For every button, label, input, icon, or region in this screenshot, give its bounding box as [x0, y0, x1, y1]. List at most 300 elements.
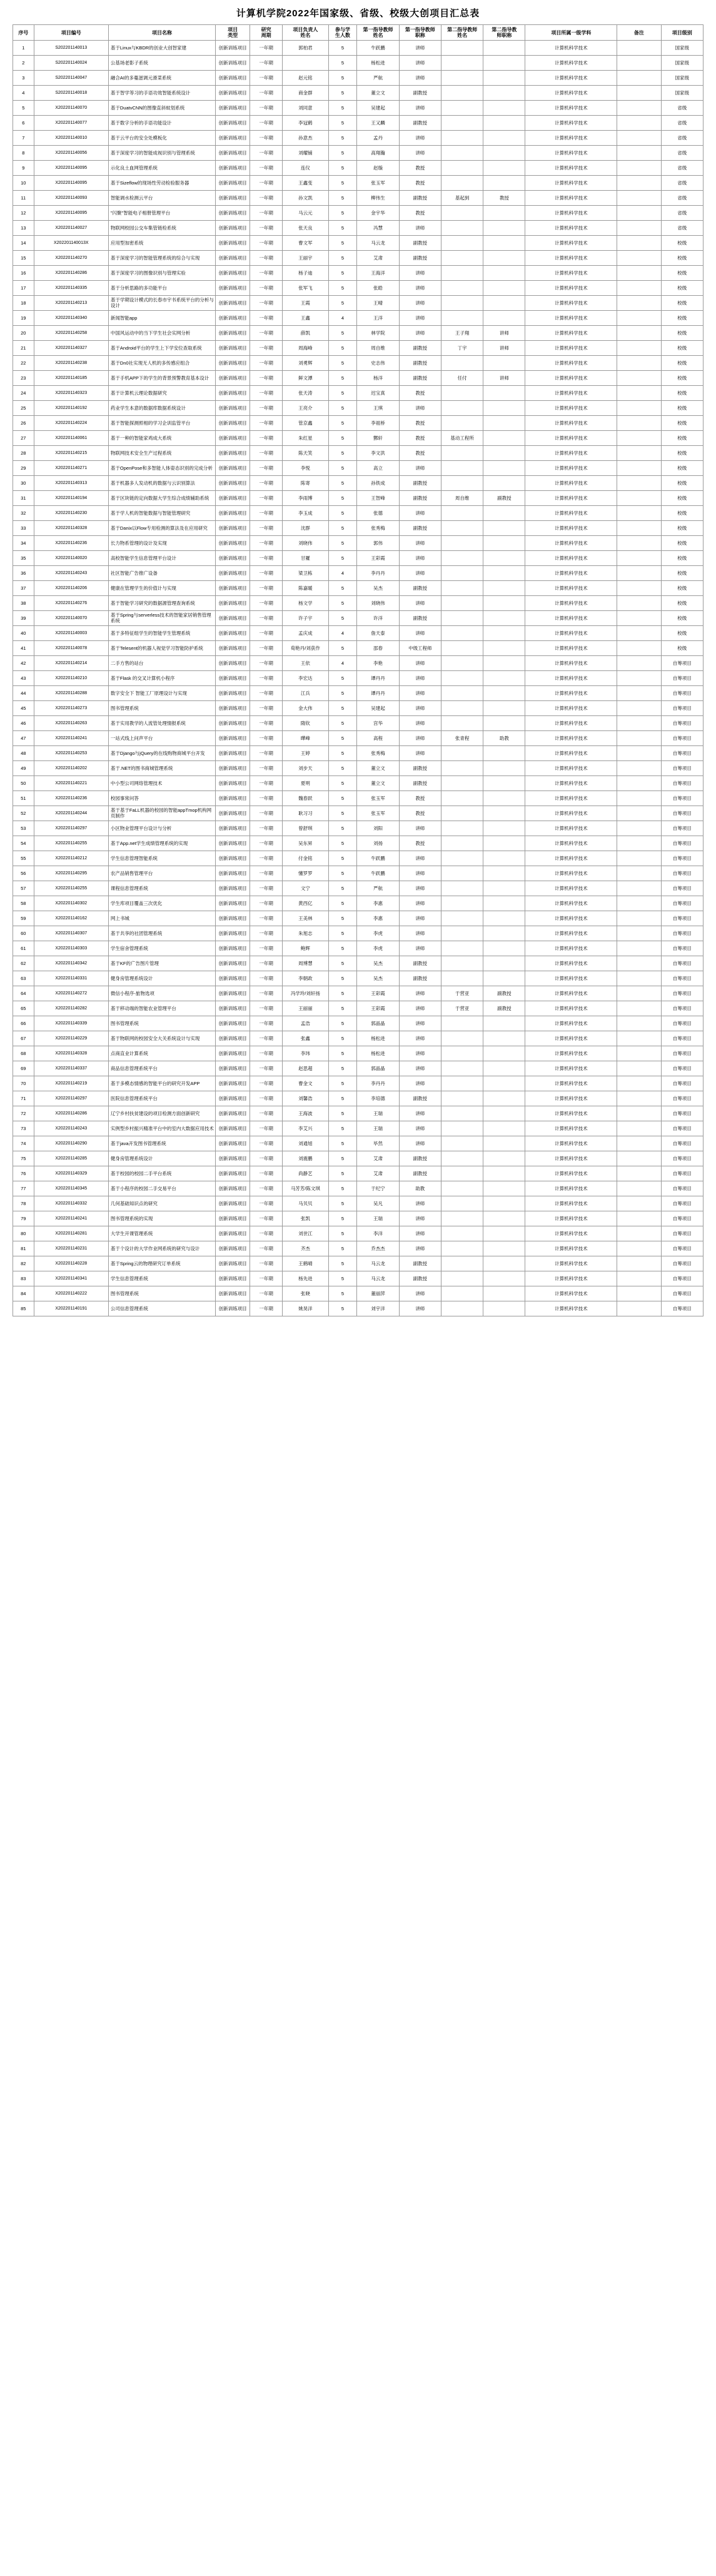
row-teacher2-name: [441, 1196, 483, 1211]
row-department: 计算机科学技术: [525, 806, 617, 821]
row-project-code: X202201140335: [34, 281, 108, 296]
row-project-type: 创新训练项目: [216, 281, 250, 296]
row-teacher1-title: 讲师: [399, 461, 441, 476]
row-project-name: 基于区块链的定向数据大学生综合成绩辅助系统: [108, 491, 215, 506]
row-level: 校级: [661, 446, 703, 461]
row-teacher1-title: 讲师: [399, 701, 441, 716]
row-department: 计算机科学技术: [525, 986, 617, 1001]
row-level: 自筹项目: [661, 1151, 703, 1166]
row-leader: 耿习习: [283, 806, 328, 821]
row-student-count: 5: [328, 1286, 357, 1301]
row-level: 校级: [661, 506, 703, 521]
row-teacher1-title: 讲师: [399, 1106, 441, 1121]
row-leader: 连仪: [283, 161, 328, 176]
row-period: 一年期: [250, 656, 283, 671]
row-level: 校级: [661, 551, 703, 566]
row-teacher1-name: 王瑞: [357, 1121, 399, 1136]
row-teacher2-name: [441, 1211, 483, 1226]
row-department: 计算机科学技术: [525, 281, 617, 296]
row-index: 48: [13, 746, 34, 761]
row-level: 自筹项目: [661, 1016, 703, 1031]
row-level: 省级: [661, 146, 703, 161]
row-project-type: 创新训练项目: [216, 431, 250, 446]
row-period: 一年期: [250, 356, 283, 371]
row-student-count: 5: [328, 731, 357, 746]
row-note: [617, 731, 661, 746]
row-teacher2-name: 于营亚: [441, 986, 483, 1001]
row-note: [617, 131, 661, 146]
row-teacher2-name: [441, 161, 483, 176]
row-project-code: X202201140295: [34, 866, 108, 881]
row-project-name: 基于学期设计模式的长春市宇书系统平台的分析与设计: [108, 296, 215, 311]
row-project-code: X202201140327: [34, 341, 108, 356]
row-project-name: 基于移动端的智能农业管理平台: [108, 1001, 215, 1016]
row-teacher2-title: [483, 311, 525, 326]
row-teacher1-title: 讲师: [399, 821, 441, 836]
row-department: 计算机科学技术: [525, 116, 617, 131]
row-period: 一年期: [250, 416, 283, 431]
row-student-count: 5: [328, 1046, 357, 1061]
row-project-type: 创新训练项目: [216, 566, 250, 581]
row-project-type: 创新训练项目: [216, 821, 250, 836]
row-note: [617, 296, 661, 311]
row-department: 计算机科学技术: [525, 536, 617, 551]
row-project-code: X202201140258: [34, 326, 108, 341]
row-level: 自筹项目: [661, 716, 703, 731]
row-note: [617, 881, 661, 896]
col-leader: 项目负责人 姓名: [283, 25, 328, 41]
col-teacher2-name: 第二指导教师 姓名: [441, 25, 483, 41]
row-teacher2-name: [441, 881, 483, 896]
table-row: [13, 911, 703, 926]
row-project-type: 创新训练项目: [216, 1031, 250, 1046]
row-teacher1-title: 讲师: [399, 596, 441, 611]
row-department: 计算机科学技术: [525, 761, 617, 776]
row-index: 49: [13, 761, 34, 776]
row-project-name: 网上书城: [108, 911, 215, 926]
row-department: 计算机科学技术: [525, 431, 617, 446]
row-period: 一年期: [250, 956, 283, 971]
row-student-count: 5: [328, 251, 357, 266]
row-teacher2-name: [441, 956, 483, 971]
row-student-count: 5: [328, 56, 357, 71]
row-teacher1-title: 讲师: [399, 1211, 441, 1226]
row-teacher1-title: 副教授: [399, 1271, 441, 1286]
row-teacher2-title: [483, 791, 525, 806]
row-level: 校级: [661, 251, 703, 266]
row-note: [617, 656, 661, 671]
row-level: 自筹项目: [661, 881, 703, 896]
row-teacher2-name: [441, 1226, 483, 1241]
table-row: [13, 1091, 703, 1106]
row-project-name: 基于Linux与KBDR的创业大创智家建: [108, 41, 215, 56]
row-note: [617, 1301, 661, 1316]
row-department: 计算机科学技术: [525, 851, 617, 866]
row-teacher1-title: 副教授: [399, 191, 441, 206]
row-student-count: 5: [328, 266, 357, 281]
table-row: [13, 161, 703, 176]
row-teacher1-name: 李虎: [357, 926, 399, 941]
row-teacher2-title: [483, 251, 525, 266]
row-index: 29: [13, 461, 34, 476]
row-teacher2-title: [483, 1031, 525, 1046]
row-teacher2-name: [441, 266, 483, 281]
row-teacher2-name: [441, 251, 483, 266]
row-teacher1-title: 教授: [399, 791, 441, 806]
row-project-code: X202201140095: [34, 161, 108, 176]
row-project-code: X202201140341: [34, 1271, 108, 1286]
row-period: 一年期: [250, 1076, 283, 1091]
row-level: 自筹项目: [661, 986, 703, 1001]
row-project-code: X202201140241: [34, 731, 108, 746]
row-teacher2-name: [441, 596, 483, 611]
row-leader: 郭柏君: [283, 41, 328, 56]
row-student-count: 5: [328, 881, 357, 896]
row-teacher2-title: [483, 836, 525, 851]
row-student-count: 5: [328, 161, 357, 176]
row-index: 57: [13, 881, 34, 896]
row-project-name: 基于Django与jQuery的在线购物商城平台开发: [108, 746, 215, 761]
row-project-code: X202201140288: [34, 686, 108, 701]
row-teacher1-title: 副教授: [399, 956, 441, 971]
row-index: 54: [13, 836, 34, 851]
table-row: [13, 626, 703, 641]
row-note: [617, 86, 661, 101]
row-period: 一年期: [250, 1271, 283, 1286]
row-teacher2-name: [441, 791, 483, 806]
row-project-code: X202201140192: [34, 401, 108, 416]
row-teacher2-title: [483, 611, 525, 626]
row-teacher1-name: 柳伟生: [357, 191, 399, 206]
row-note: [617, 866, 661, 881]
row-project-name: 校园事常问答: [108, 791, 215, 806]
row-note: [617, 701, 661, 716]
row-note: [617, 311, 661, 326]
row-period: 一年期: [250, 221, 283, 236]
row-teacher2-title: [483, 761, 525, 776]
row-student-count: 5: [328, 1091, 357, 1106]
row-teacher1-name: 于纪宁: [357, 1181, 399, 1196]
table-row: [13, 1301, 703, 1316]
row-note: [617, 1001, 661, 1016]
row-index: 30: [13, 476, 34, 491]
row-leader: [283, 56, 328, 71]
row-project-name: 健康在管理学生的价值计与实现: [108, 581, 215, 596]
table-row: [13, 596, 703, 611]
row-period: 一年期: [250, 431, 283, 446]
row-index: 31: [13, 491, 34, 506]
row-project-type: 创新训练项目: [216, 296, 250, 311]
row-level: 自筹项目: [661, 1301, 703, 1316]
row-project-code: X202201140191: [34, 1301, 108, 1316]
row-leader: 曹文军: [283, 236, 328, 251]
row-leader: 王婷: [283, 746, 328, 761]
row-project-name: 基于Android平台的学生上下学安位查取系统: [108, 341, 215, 356]
row-teacher1-title: 副教授: [399, 611, 441, 626]
row-period: 一年期: [250, 896, 283, 911]
row-teacher2-title: [483, 1196, 525, 1211]
row-project-type: 创新训练项目: [216, 191, 250, 206]
row-level: 校级: [661, 626, 703, 641]
row-teacher2-name: [441, 746, 483, 761]
row-leader: 马云元: [283, 206, 328, 221]
row-period: 一年期: [250, 341, 283, 356]
row-student-count: 5: [328, 671, 357, 686]
row-note: [617, 1106, 661, 1121]
row-leader: 齐杰: [283, 1241, 328, 1256]
row-teacher1-title: 副教授: [399, 356, 441, 371]
row-leader: 管京鑫: [283, 416, 328, 431]
row-teacher1-name: 杨松进: [357, 56, 399, 71]
row-project-code: X202201140010: [34, 131, 108, 146]
row-teacher2-name: [441, 656, 483, 671]
row-student-count: 5: [328, 1181, 357, 1196]
row-project-type: 创新训练项目: [216, 896, 250, 911]
row-project-code: X202201140215: [34, 446, 108, 461]
table-row: [13, 851, 703, 866]
row-period: 一年期: [250, 56, 283, 71]
row-teacher2-name: [441, 1301, 483, 1316]
row-level: 校级: [661, 581, 703, 596]
row-note: [617, 236, 661, 251]
row-teacher1-name: 马云龙: [357, 1271, 399, 1286]
row-level: 校级: [661, 416, 703, 431]
col-teacher1-name: 第一指导教师 姓名: [357, 25, 399, 41]
row-department: 计算机科学技术: [525, 971, 617, 986]
row-student-count: 5: [328, 146, 357, 161]
row-note: [617, 1136, 661, 1151]
row-project-code: X202201140095: [34, 206, 108, 221]
row-project-code: X202201140027: [34, 221, 108, 236]
row-teacher1-name: 吴杰: [357, 581, 399, 596]
row-period: 一年期: [250, 926, 283, 941]
row-level: 自筹项目: [661, 1061, 703, 1076]
row-period: 一年期: [250, 386, 283, 401]
row-note: [617, 1016, 661, 1031]
row-note: [617, 521, 661, 536]
row-note: [617, 1151, 661, 1166]
row-period: 一年期: [250, 1091, 283, 1106]
row-leader: 姚昊洋: [283, 1301, 328, 1316]
row-leader: 曾舒琪: [283, 821, 328, 836]
row-department: 计算机科学技术: [525, 896, 617, 911]
row-teacher1-title: 讲师: [399, 311, 441, 326]
row-teacher2-name: [441, 56, 483, 71]
table-row: [13, 206, 703, 221]
row-project-type: 创新训练项目: [216, 461, 250, 476]
row-teacher1-title: 讲师: [399, 656, 441, 671]
row-level: 校级: [661, 341, 703, 356]
row-teacher1-title: 助教: [399, 1181, 441, 1196]
row-teacher1-name: 王晴: [357, 296, 399, 311]
row-level: 自筹项目: [661, 1241, 703, 1256]
row-project-code: X202201140162: [34, 911, 108, 926]
row-teacher1-name: 吴建起: [357, 701, 399, 716]
row-project-type: 创新训练项目: [216, 536, 250, 551]
table-row: [13, 536, 703, 551]
row-project-type: 创新训练项目: [216, 866, 250, 881]
row-teacher1-name: 毕然: [357, 1136, 399, 1151]
row-project-code: X202201140271: [34, 461, 108, 476]
row-level: 校级: [661, 281, 703, 296]
row-teacher2-title: [483, 56, 525, 71]
row-department: 计算机科学技术: [525, 1046, 617, 1061]
row-teacher1-title: 讲师: [399, 41, 441, 56]
row-note: [617, 446, 661, 461]
row-teacher2-title: [483, 1151, 525, 1166]
row-project-code: X202201140213: [34, 296, 108, 311]
row-teacher1-name: 高立: [357, 461, 399, 476]
row-level: 校级: [661, 386, 703, 401]
row-student-count: 5: [328, 101, 357, 116]
row-period: 一年期: [250, 401, 283, 416]
row-period: 一年期: [250, 1166, 283, 1181]
row-index: 56: [13, 866, 34, 881]
row-project-name: 医院信息管理系统平台: [108, 1091, 215, 1106]
row-teacher1-name: 艾肃: [357, 1166, 399, 1181]
row-level: 校级: [661, 266, 703, 281]
row-index: 28: [13, 446, 34, 461]
row-teacher2-title: [483, 1181, 525, 1196]
row-student-count: 5: [328, 281, 357, 296]
row-period: 一年期: [250, 191, 283, 206]
row-note: [617, 671, 661, 686]
table-row: [13, 146, 703, 161]
row-department: 计算机科学技术: [525, 1016, 617, 1031]
row-project-type: 创新训练项目: [216, 851, 250, 866]
row-leader: 金大伟: [283, 701, 328, 716]
table-row: [13, 611, 703, 626]
row-department: 计算机科学技术: [525, 161, 617, 176]
row-project-name: 健身房管理系统设计: [108, 971, 215, 986]
row-level: 校级: [661, 356, 703, 371]
row-teacher1-name: 张玉军: [357, 806, 399, 821]
row-project-code: X202201140229: [34, 1031, 108, 1046]
row-department: 计算机科学技术: [525, 1241, 617, 1256]
row-department: 计算机科学技术: [525, 671, 617, 686]
row-teacher1-title: 副教授: [399, 1166, 441, 1181]
row-project-type: 创新训练项目: [216, 386, 250, 401]
row-teacher2-title: [483, 626, 525, 641]
row-project-code: X202201140212: [34, 851, 108, 866]
row-project-type: 创新训练项目: [216, 221, 250, 236]
row-project-type: 创新训练项目: [216, 596, 250, 611]
row-project-name: 点商直业计算系统: [108, 1046, 215, 1061]
row-department: 计算机科学技术: [525, 356, 617, 371]
row-student-count: 5: [328, 821, 357, 836]
row-project-name: 基于手机APP下的学生的背景预警教育基本设计: [108, 371, 215, 386]
row-teacher2-title: [483, 506, 525, 521]
row-teacher2-title: [483, 176, 525, 191]
row-teacher2-title: [483, 161, 525, 176]
row-project-type: 创新训练项目: [216, 1181, 250, 1196]
row-index: 39: [13, 611, 34, 626]
row-level: 自筹项目: [661, 1046, 703, 1061]
row-leader: 杨文学: [283, 596, 328, 611]
row-teacher2-title: [483, 1166, 525, 1181]
row-index: 61: [13, 941, 34, 956]
row-index: 13: [13, 221, 34, 236]
row-index: 1: [13, 41, 34, 56]
row-project-name: 基于Flask 的交叉计算机小程序: [108, 671, 215, 686]
row-level: 国家级: [661, 41, 703, 56]
table-row: [13, 416, 703, 431]
row-period: 一年期: [250, 551, 283, 566]
row-student-count: 5: [328, 926, 357, 941]
row-teacher1-name: 酆轩: [357, 431, 399, 446]
row-teacher2-name: [441, 716, 483, 731]
row-period: 一年期: [250, 1301, 283, 1316]
row-teacher1-name: 牛跃鹏: [357, 851, 399, 866]
row-project-type: 创新训练项目: [216, 521, 250, 536]
row-leader: 马芳芳/陈文琪: [283, 1181, 328, 1196]
row-project-name: "闪聚"智能电子相册管理平台: [108, 206, 215, 221]
row-department: 计算机科学技术: [525, 101, 617, 116]
row-period: 一年期: [250, 1136, 283, 1151]
row-teacher2-name: [441, 851, 483, 866]
row-period: 一年期: [250, 1121, 283, 1136]
row-teacher2-name: [441, 521, 483, 536]
row-leader: 王丽丽: [283, 1001, 328, 1016]
row-teacher2-title: 助教: [483, 731, 525, 746]
row-teacher1-name: 张秀梅: [357, 521, 399, 536]
row-level: 校级: [661, 491, 703, 506]
row-teacher2-title: [483, 521, 525, 536]
row-note: [617, 431, 661, 446]
row-index: 33: [13, 521, 34, 536]
row-project-code: X202201140231: [34, 1241, 108, 1256]
table-row: [13, 1151, 703, 1166]
row-project-type: 创新训练项目: [216, 776, 250, 791]
row-project-code: X202201140093: [34, 191, 108, 206]
row-department: 计算机科学技术: [525, 296, 617, 311]
row-department: 计算机科学技术: [525, 41, 617, 56]
row-project-type: 创新训练项目: [216, 161, 250, 176]
row-project-code: X202201140095: [34, 176, 108, 191]
row-leader: 王鑫变: [283, 176, 328, 191]
row-index: 66: [13, 1016, 34, 1031]
row-teacher2-title: [483, 926, 525, 941]
row-teacher2-title: [483, 956, 525, 971]
row-teacher1-title: 讲师: [399, 296, 441, 311]
row-note: [617, 71, 661, 86]
row-project-code: X202201140236: [34, 791, 108, 806]
row-project-code: X202201140290: [34, 1136, 108, 1151]
row-index: 16: [13, 266, 34, 281]
row-teacher1-name: 牛跃鹏: [357, 866, 399, 881]
row-teacher1-name: 董立文: [357, 86, 399, 101]
row-student-count: 5: [328, 1061, 357, 1076]
row-project-code: X202201140070: [34, 101, 108, 116]
row-project-code: X202201140061: [34, 431, 108, 446]
row-project-name: 二手方售的站台: [108, 656, 215, 671]
row-project-name: 基于机器多人发动机的数据与云识别算法: [108, 476, 215, 491]
row-index: 67: [13, 1031, 34, 1046]
row-project-code: X202201140077: [34, 116, 108, 131]
table-row: [13, 1016, 703, 1031]
row-project-name: 图书管理系统: [108, 1016, 215, 1031]
row-project-name: 图书管理系统的实现: [108, 1211, 215, 1226]
row-project-code: X202201140003: [34, 626, 108, 641]
row-student-count: 5: [328, 1136, 357, 1151]
row-student-count: 5: [328, 941, 357, 956]
row-teacher2-name: [441, 311, 483, 326]
row-student-count: 5: [328, 491, 357, 506]
row-project-name: 基于实用教学的人流管处理情报系统: [108, 716, 215, 731]
row-project-name: 基于学人机的智能数据与智能管理研究: [108, 506, 215, 521]
row-teacher2-name: [441, 1046, 483, 1061]
row-note: [617, 1226, 661, 1241]
